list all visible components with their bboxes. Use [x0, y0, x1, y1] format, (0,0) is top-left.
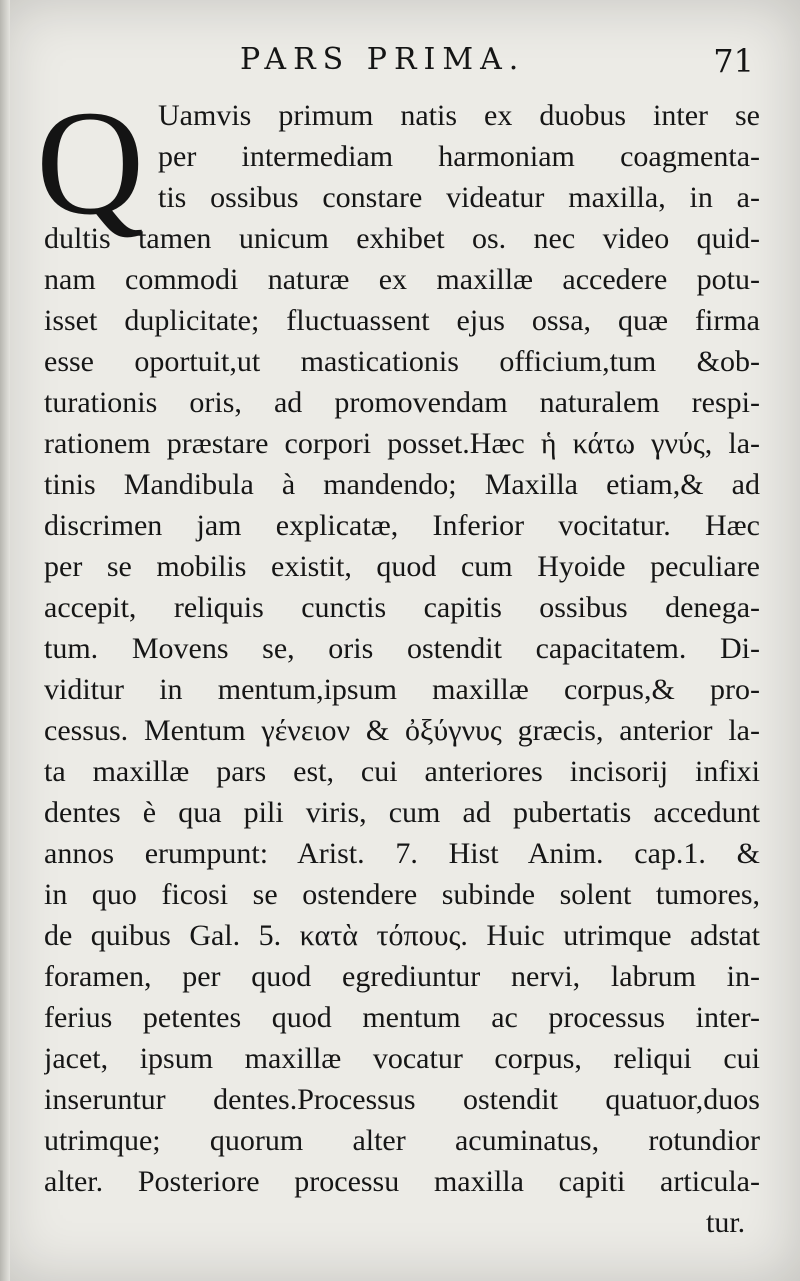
text-line: annos erumpunt: Arist. 7. Hist Anim. cap.1. & — [44, 837, 760, 870]
text-line: cessus. Mentum γένειον & ὀξύγνυς græcis, anterior la- — [44, 714, 760, 747]
text-line: isset duplicitate; fluctuassent ejus ossa, quæ firma — [44, 304, 760, 337]
text-line: jacet, ipsum maxillæ vocatur corpus, reliqui cui — [44, 1042, 760, 1075]
text-line: rationem præstare corpori posset.Hæc ἡ κάτω γνύς, la- — [44, 427, 760, 460]
text-line: in quo ficosi se ostendere subinde solent tumores, — [44, 878, 760, 911]
text-line: esse oportuit,ut masticationis officium,tum &ob- — [44, 345, 760, 378]
text-line: turationis oris, ad promovendam naturalem respi- — [44, 386, 760, 419]
running-head: PARS PRIMA. — [240, 42, 526, 77]
page-gutter — [0, 0, 10, 1281]
text-line: dultis tamen unicum exhibet os. nec video quid- — [44, 222, 760, 255]
text-line: per se mobilis existit, quod cum Hyoide peculiare — [44, 550, 760, 583]
text-line: tinis Mandibula à mandendo; Maxilla etiam,& ad — [44, 468, 760, 501]
text-line: tis ossibus constare videatur maxilla, in a- — [158, 181, 760, 214]
text-line: accepit, reliquis cunctis capitis ossibus denega- — [44, 591, 760, 624]
text-line: inseruntur dentes.Processus ostendit quatuor,duos — [44, 1083, 760, 1116]
text-line: per intermediam harmoniam coagmenta- — [158, 140, 760, 173]
text-line: utrimque; quorum alter acuminatus, rotundior — [44, 1124, 760, 1157]
text-line: viditur in mentum,ipsum maxillæ corpus,& pro- — [44, 673, 760, 706]
text-line: nam commodi naturæ ex maxillæ accedere potu- — [44, 263, 760, 296]
text-line: alter. Posteriore processu maxilla capiti articula- — [44, 1165, 760, 1198]
text-line: de quibus Gal. 5. κατὰ τόπους. Huic utrimque adstat — [44, 919, 760, 952]
page-number: 71 — [713, 42, 754, 80]
text-line: ta maxillæ pars est, cui anteriores incisorij infixi — [44, 755, 760, 788]
text-line: ferius petentes quod mentum ac processus inter- — [44, 1001, 760, 1034]
drop-cap-initial: Q — [36, 80, 145, 246]
text-line: tur. — [706, 1206, 746, 1239]
text-line: Uamvis primum natis ex duobus inter se — [158, 99, 760, 132]
text-line: tum. Movens se, oris ostendit capacitatem. Di- — [44, 632, 760, 665]
text-line: discrimen jam explicatæ, Inferior vocitatur. Hæc — [44, 509, 760, 542]
text-line: dentes è qua pili viris, cum ad pubertatis accedunt — [44, 796, 760, 829]
text-line: foramen, per quod egrediuntur nervi, labrum in- — [44, 960, 760, 993]
